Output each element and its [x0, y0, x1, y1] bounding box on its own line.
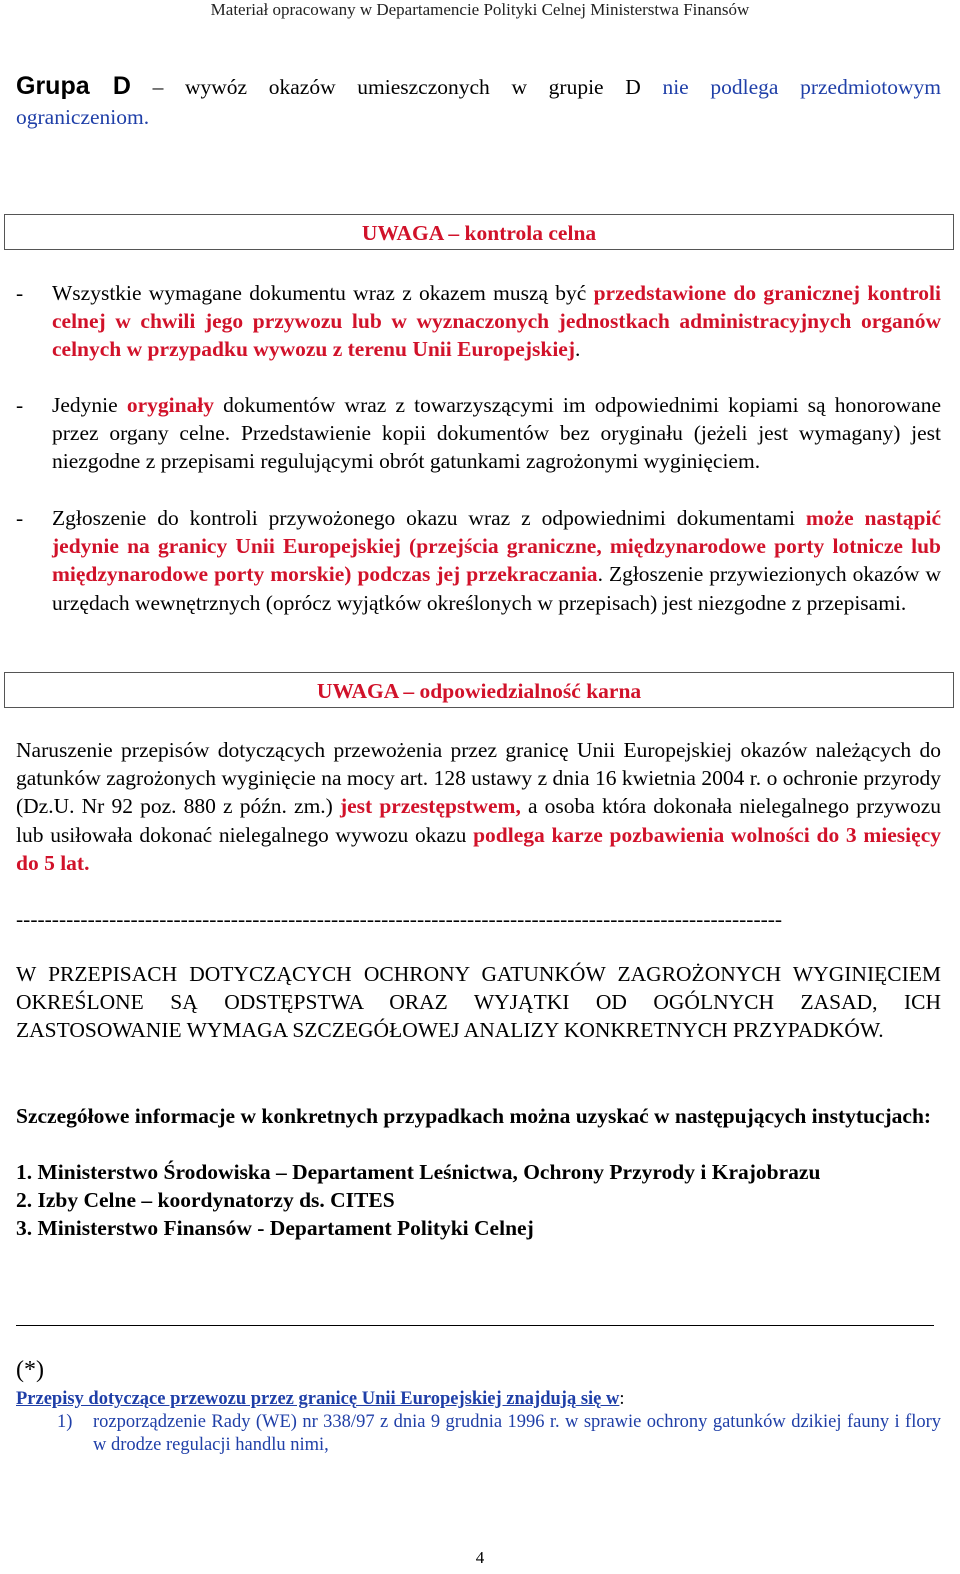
- group-d-blue-text: nie podlega przedmiotowym: [662, 75, 942, 99]
- penal-text-mid: a osoba która dokonała nielegalnego przywozu lub usiłowała dokonać nielegalnego wywozu okazu: [16, 794, 941, 847]
- institution-item-1: 1. Ministerstwo Środowiska – Departament Leśnictwa, Ochrony Przyrody i Krajobrazu: [16, 1160, 821, 1184]
- page-header: Materiał opracowany w Departamencie Polityki Celnej Ministerstwa Finansów: [210, 0, 750, 19]
- bullet-1-end: .: [575, 337, 581, 362]
- bullet-dash: -: [16, 506, 24, 530]
- dashed-separator: -----------------------------------------------------------------------------------------------------------: [16, 907, 783, 931]
- footnote-heading-tail: :: [619, 1389, 625, 1409]
- penal-highlight-1: jest przestępstwem,: [339, 794, 521, 819]
- bullet-item-3: [16, 504, 941, 617]
- bullet-item-1: [16, 279, 941, 364]
- bullet-3-highlight: może nastąpić jedynie na granicy Unii Europejskiej (przejścia graniczne, międzynarodowe porty lotnicze lub międzynarodowe porty morskie) podczas jej przekraczania: [52, 506, 942, 587]
- page-number: 4: [475, 1548, 485, 1567]
- group-d-text: – wywóz okazów umieszczonych w grupie D: [130, 75, 663, 99]
- bullet-text: [52, 391, 941, 476]
- bullet-3-rest: . Zgłoszenie przywiezionych okazów w urzędach wewnętrznych (oprócz wyjątków określonych w przepisach) jest niezgodne z przepisami.: [52, 562, 941, 615]
- bullet-dash: -: [16, 393, 24, 417]
- group-d-blue-continuation: ograniczeniom.: [16, 105, 150, 129]
- bullet-dash: -: [16, 281, 24, 305]
- bullet-1-highlight: przedstawione do granicznej kontroli celnej w chwili jego przywozu lub w wyznaczonych jednostkach administracyjnych organów celnych w przypadku wywozu z terenu Unii Europejskiej: [52, 281, 942, 362]
- penal-liability-title: UWAGA – odpowiedzialność karna: [316, 679, 642, 703]
- footnote-item-text: rozporządzenie Rady (WE) nr 338/97 z dnia 9 grudnia 1996 r. w sprawie ochrony gatunków dzikiej fauny i flory w drodze regulacji handlu nimi,: [93, 1412, 941, 1455]
- footnote-heading: [16, 1388, 625, 1411]
- footnote-rule: [16, 1325, 934, 1326]
- institution-item-2: 2. Izby Celne – koordynatorzy ds. CITES: [16, 1188, 395, 1212]
- penal-highlight-2: podlega karze pozbawienia wolności do 3 miesięcy do 5 lat.: [16, 822, 941, 875]
- bullet-2-rest: dokumentów wraz z towarzyszącymi im odpowiednimi kopiami są honorowane przez organy celne. Przedstawienie kopii dokumentów bez oryginału (jeżeli jest wymagany) jest niezgodne z przepisami regulującymi obrót gatunkami zagrożonymi wyginięciem.: [52, 393, 941, 474]
- regulations-link[interactable]: Przepisy dotyczące przewozu przez granicę Unii Europejskiej znajdują się w: [16, 1389, 620, 1409]
- penal-text: Naruszenie przepisów dotyczących przewożenia przez granicę Unii Europejskiej okazów należących do gatunków zagrożonych wyginięcie na mocy art. 128 ustawy z dnia 16 kwietnia 2004 r. o ochronie przyrody (Dz.U. Nr 92 poz. 880 z późn. zm.): [16, 738, 941, 819]
- customs-control-box: [4, 214, 954, 250]
- bullet-text: [52, 504, 941, 617]
- bullet-1-text: Wszystkie wymagane dokumentu wraz z okazem muszą być: [52, 281, 594, 305]
- bullet-2-text: Jedynie: [52, 393, 127, 417]
- bullet-item-2: [16, 391, 941, 476]
- info-intro: Szczegółowe informacje w konkretnych przypadkach można uzyskać w następujących instytucjach:: [16, 1104, 932, 1128]
- customs-control-title: UWAGA – kontrola celna: [361, 221, 597, 245]
- penal-paragraph: [16, 736, 941, 877]
- bullet-2-highlight: oryginały: [126, 393, 215, 417]
- footnote-mark: (*): [16, 1357, 44, 1383]
- group-d-paragraph: [16, 72, 941, 102]
- penal-liability-box: [4, 672, 954, 708]
- bullet-3-text: Zgłoszenie do kontroli przywożonego okazu wraz z odpowiednimi dokumentami: [52, 506, 806, 530]
- institution-item-3: 3. Ministerstwo Finansów - Departament Polityki Celnej: [16, 1216, 534, 1240]
- exceptions-paragraph: W PRZEPISACH DOTYCZĄCYCH OCHRONY GATUNKÓW ZAGROŻONYCH WYGINIĘCIEM OKREŚLONE SĄ ODSTĘPSTWA ORAZ WYJĄTKI OD OGÓLNYCH ZASAD, ICH ZASTOSOWANIE WYMAGA SZCZEGÓŁOWEJ ANALIZY KONKRETNYCH PRZYPADKÓW.: [16, 962, 941, 1043]
- bullet-text: [52, 279, 941, 364]
- footnote-item-number: 1): [57, 1412, 73, 1432]
- group-d-label: Grupa D: [16, 72, 131, 100]
